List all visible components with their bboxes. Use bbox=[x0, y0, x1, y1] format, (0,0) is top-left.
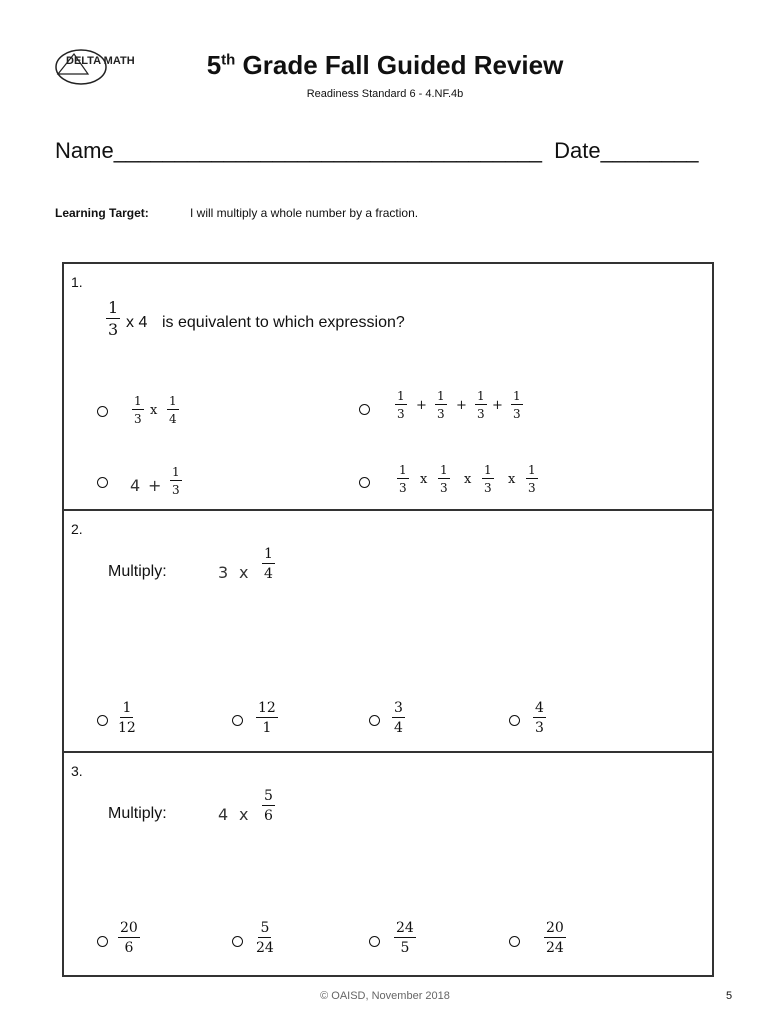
learning-target-label: Learning Target: bbox=[55, 206, 149, 220]
page-subtitle: Readiness Standard 6 - 4.NF.4b bbox=[306, 88, 464, 100]
option-a-frac-1: $\frac{1}{3}$ bbox=[134, 394, 142, 426]
option-b-fraction: $\frac{12}{1}$ bbox=[258, 700, 276, 736]
multiply-whole: 4 bbox=[218, 805, 229, 824]
date-label: Date bbox=[554, 138, 601, 163]
footer-copyright: © OAISD, November 2018 bbox=[320, 990, 450, 1002]
option-b-op-3: + bbox=[492, 398, 503, 413]
option-c-radio[interactable] bbox=[369, 715, 380, 726]
question-3-box bbox=[62, 751, 714, 977]
option-c-radio[interactable] bbox=[369, 936, 380, 947]
option-d-op-3: x bbox=[508, 472, 516, 487]
option-c-frac-1: $\frac{1}{3}$ bbox=[172, 465, 180, 497]
multiply-operator: x bbox=[239, 805, 249, 824]
option-a-radio[interactable] bbox=[97, 936, 108, 947]
option-a-fraction: $\frac{20}{6}$ bbox=[120, 920, 138, 956]
option-a-frac-2: $\frac{1}{4}$ bbox=[169, 394, 177, 426]
page-number: 5 bbox=[726, 990, 733, 1002]
option-a-operator: x bbox=[150, 403, 158, 418]
option-b-op-1: + bbox=[416, 398, 427, 413]
option-d-radio[interactable] bbox=[509, 936, 520, 947]
option-b-frac-1: $\frac{1}{3}$ bbox=[397, 389, 405, 421]
prompt-operator: x 4 bbox=[126, 314, 148, 331]
option-d-fraction: $\frac{4}{3}$ bbox=[535, 700, 544, 736]
question-number: 1. bbox=[71, 274, 83, 290]
option-b-radio[interactable] bbox=[232, 715, 243, 726]
option-d-frac-1: $\frac{1}{3}$ bbox=[399, 463, 407, 495]
option-d-radio[interactable] bbox=[509, 715, 520, 726]
option-b-fraction: $\frac{5}{24}$ bbox=[256, 920, 274, 956]
name-blank: ___________________________________ bbox=[113, 138, 542, 163]
option-c-whole: 4 bbox=[130, 476, 141, 495]
option-c-radio[interactable] bbox=[97, 477, 108, 488]
question-1-box bbox=[62, 262, 714, 511]
multiply-whole: 3 bbox=[218, 563, 229, 582]
multiply-operator: x bbox=[239, 563, 249, 582]
option-d-op-1: x bbox=[420, 472, 428, 487]
option-a-fraction: $\frac{1}{12}$ bbox=[118, 700, 136, 736]
option-d-radio[interactable] bbox=[359, 477, 370, 488]
option-b-frac-2: $\frac{1}{3}$ bbox=[437, 389, 445, 421]
question-number: 3. bbox=[71, 763, 83, 779]
name-label: Name bbox=[55, 138, 114, 163]
option-a-radio[interactable] bbox=[97, 715, 108, 726]
question-number: 2. bbox=[71, 521, 83, 537]
question-2-box bbox=[62, 509, 714, 753]
option-d-frac-2: $\frac{1}{3}$ bbox=[440, 463, 448, 495]
option-b-frac-3: $\frac{1}{3}$ bbox=[477, 389, 485, 421]
option-c-fraction: $\frac{3}{4}$ bbox=[394, 700, 403, 736]
option-d-fraction: $\frac{20}{24}$ bbox=[546, 920, 564, 956]
prompt-fraction: $\frac{1}{3}$ bbox=[108, 298, 119, 339]
option-b-radio[interactable] bbox=[359, 404, 370, 415]
logo-text-delta: DELTA MATH bbox=[66, 55, 135, 67]
learning-target-text: I will multiply a whole number by a fraction. bbox=[190, 206, 419, 220]
multiply-label: Multiply: bbox=[108, 805, 167, 822]
name-date-line bbox=[55, 138, 699, 164]
option-b-radio[interactable] bbox=[232, 936, 243, 947]
option-d-frac-4: $\frac{1}{3}$ bbox=[528, 463, 536, 495]
option-a-radio[interactable] bbox=[97, 406, 108, 417]
option-d-op-2: x bbox=[464, 472, 472, 487]
multiply-fraction: $\frac{5}{6}$ bbox=[264, 788, 273, 824]
multiply-label: Multiply: bbox=[108, 563, 167, 580]
question-prompt: is equivalent to which expression? bbox=[162, 314, 405, 331]
option-d-frac-3: $\frac{1}{3}$ bbox=[484, 463, 492, 495]
page-title: 5th Grade Fall Guided Review bbox=[206, 50, 564, 80]
option-c-operator: + bbox=[148, 476, 162, 495]
option-c-fraction: $\frac{24}{5}$ bbox=[396, 920, 414, 956]
date-blank: ________ bbox=[600, 138, 699, 163]
option-b-frac-4: $\frac{1}{3}$ bbox=[513, 389, 521, 421]
multiply-fraction: $\frac{1}{4}$ bbox=[264, 546, 273, 582]
option-b-op-2: + bbox=[456, 398, 467, 413]
